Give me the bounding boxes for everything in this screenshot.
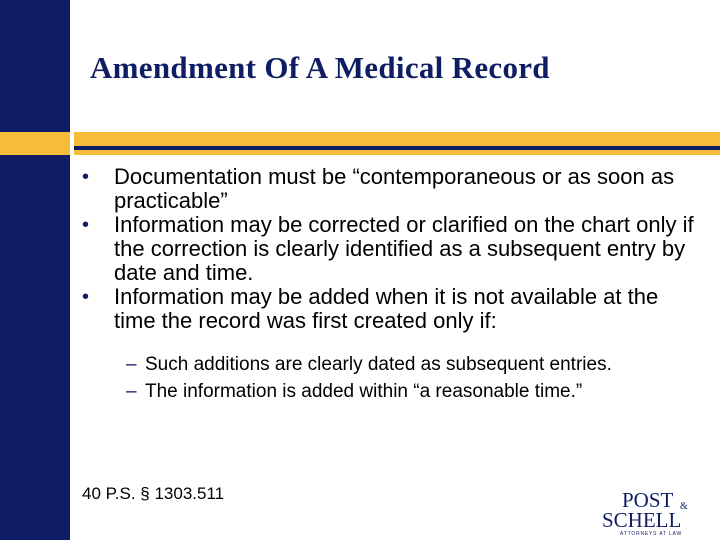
bullet-icon: •: [82, 214, 90, 236]
gold-stripe-left: [0, 132, 70, 155]
bullet-item: [82, 213, 702, 285]
sub-bullet-text: Such additions are clearly dated as subsequent entries.: [145, 354, 612, 375]
navy-divider-line: [74, 146, 720, 150]
bullet-text: Information may be corrected or clarified on the chart only if the correction is clearly identified as a subsequent entry by date and time.: [114, 212, 694, 285]
logo-tagline: ATTORNEYS AT LAW: [620, 531, 682, 537]
stripe-divider: [70, 132, 74, 155]
gold-stripe: [70, 132, 720, 155]
logo-line2: SCHELL: [602, 508, 682, 532]
post-schell-logo: [600, 487, 715, 537]
slide-title: Amendment Of A Medical Record: [90, 50, 550, 85]
sub-bullet-item: [126, 355, 665, 375]
sub-bullet-text: The information is added within “a reasonable time.”: [145, 381, 583, 402]
logo-line1: POST: [622, 488, 674, 512]
dash-icon: –: [126, 381, 137, 402]
logo-ampersand: &: [680, 501, 688, 512]
dash-icon: –: [126, 354, 137, 375]
bullet-item: [82, 285, 702, 333]
sub-bullet-list: [82, 355, 702, 402]
bullet-item: [82, 165, 702, 213]
bullet-text: Documentation must be “contemporaneous or as soon as practicable”: [114, 164, 675, 213]
bullet-icon: •: [82, 286, 90, 308]
citation: 40 P.S. § 1303.511: [82, 484, 225, 503]
bullet-text: Information may be added when it is not available at the time the record was first created only if:: [114, 284, 659, 333]
bullet-icon: •: [82, 166, 90, 188]
left-navy-bar: [0, 0, 70, 540]
sub-bullet-item: [126, 382, 665, 402]
bullet-list: [82, 165, 702, 409]
